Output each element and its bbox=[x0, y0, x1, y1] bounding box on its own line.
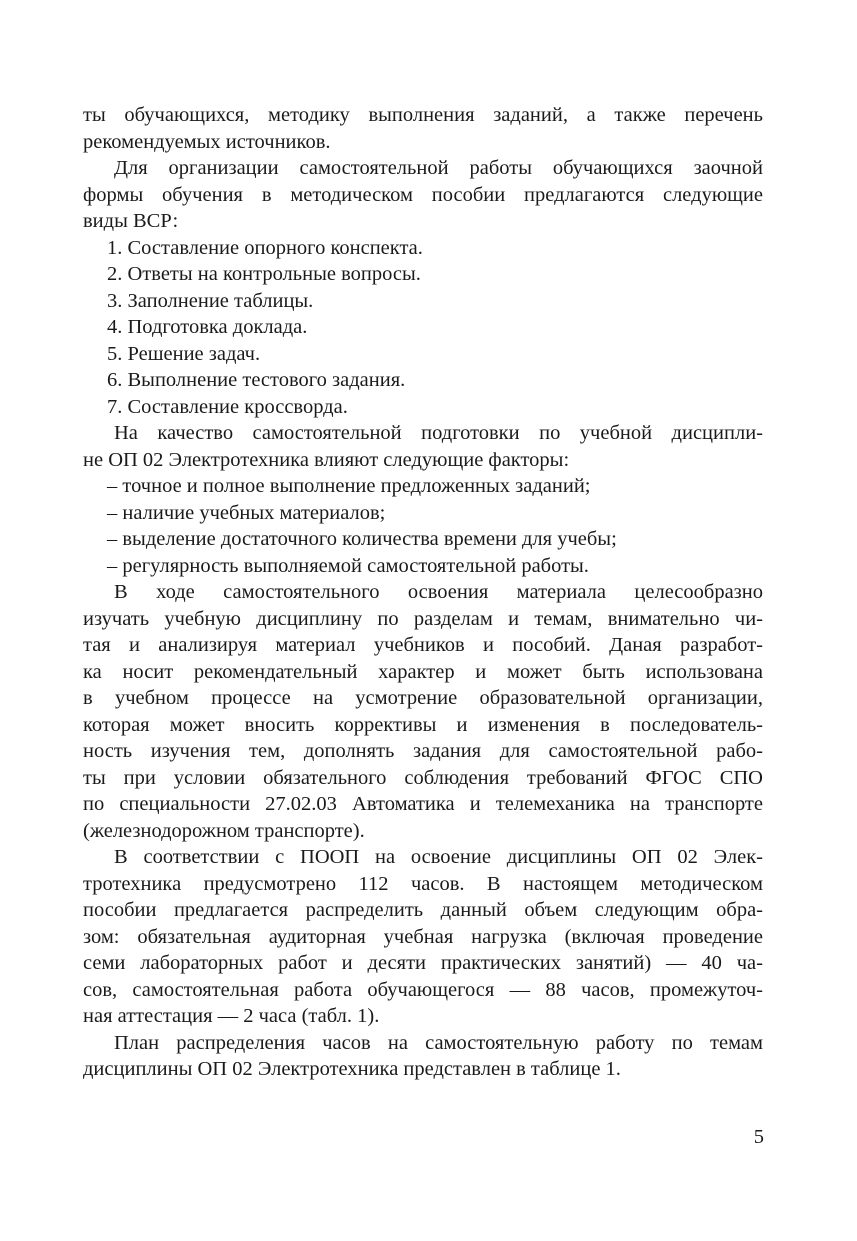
text-line: не ОП 02 Электротехника влияют следующие факторы: bbox=[83, 448, 570, 471]
paragraph-first-line: Для организации самостоятельной работы обучающихся заочной bbox=[114, 157, 763, 179]
list-item: 6. Выполнение тестового задания. bbox=[107, 369, 406, 391]
paragraph-first-line: В соответствии с ПООП на освоение дисциплины ОП 02 Элек- bbox=[114, 846, 763, 868]
list-item: – наличие учебных материалов; bbox=[107, 501, 386, 524]
page-number: 5 bbox=[753, 1126, 764, 1148]
list-item: 7. Составление кроссворда. bbox=[107, 395, 348, 418]
text-line: рекомендуемых источников. bbox=[83, 130, 331, 153]
text-line: тротехника предусмотрено 112 часов. В настоящем методическом bbox=[83, 872, 763, 895]
text-line: которая может вносить коррективы и изменения в последователь- bbox=[83, 713, 763, 736]
paragraph-first-line: На качество самостоятельной подготовки по учебной дисципли- bbox=[114, 422, 763, 444]
text-line: ты при условии обязательного соблюдения требований ФГОС СПО bbox=[83, 766, 763, 789]
text-line: семи лабораторных работ и десяти практических занятий) — 40 ча- bbox=[83, 952, 763, 974]
page-body bbox=[83, 102, 763, 1083]
text-line: ты обучающихся, методику выполнения заданий, а также перечень bbox=[83, 104, 763, 126]
text-line: ность изучения тем, дополнять задания для самостоятельной рабо- bbox=[83, 740, 763, 762]
paragraph-first-line: План распределения часов на самостоятельную работу по темам bbox=[114, 1031, 763, 1054]
text-line: изучать учебную дисциплину по разделам и темам, внимательно чи- bbox=[83, 607, 763, 630]
text-line: дисциплины ОП 02 Электротехника представлен в таблице 1. bbox=[83, 1058, 621, 1080]
list-item: – выделение достаточного количества времени для учебы; bbox=[107, 528, 617, 550]
text-line: сов, самостоятельная работа обучающегося — 88 часов, промежуточ- bbox=[83, 978, 763, 1001]
text-line: по специальности 27.02.03 Автоматика и телемеханика на транспорте bbox=[83, 793, 763, 815]
text-line: ка носит рекомендательный характер и может быть использована bbox=[83, 660, 763, 683]
list-item: 1. Составление опорного конспекта. bbox=[107, 236, 423, 259]
text-line: пособии предлагается распределить данный объем следующим обра- bbox=[83, 899, 763, 921]
text-line: (железнодорожном транспорте). bbox=[83, 819, 365, 842]
list-item: 5. Решение задач. bbox=[107, 342, 261, 365]
text-line: ная аттестация — 2 часа (табл. 1). bbox=[83, 1005, 380, 1027]
list-item: 3. Заполнение таблицы. bbox=[107, 289, 314, 312]
list-item: 2. Ответы на контрольные вопросы. bbox=[107, 263, 421, 285]
paragraph-first-line: В ходе самостоятельного освоения материала целесообразно bbox=[114, 581, 763, 603]
list-item: – точное и полное выполнение предложенных заданий; bbox=[107, 475, 591, 497]
text-line: виды ВСР: bbox=[83, 210, 179, 232]
text-line: тая и анализируя материал учебников и пособий. Даная разработ- bbox=[83, 634, 763, 656]
text-line: в учебном процессе на усмотрение образовательной организации, bbox=[83, 687, 763, 709]
list-item: 4. Подготовка доклада. bbox=[107, 316, 308, 338]
list-item: – регулярность выполняемой самостоятельной работы. bbox=[107, 554, 589, 577]
text-line: формы обучения в методическом пособии предлагаются следующие bbox=[83, 183, 763, 206]
text-line: зом: обязательная аудиторная учебная нагрузка (включая проведение bbox=[83, 925, 763, 948]
